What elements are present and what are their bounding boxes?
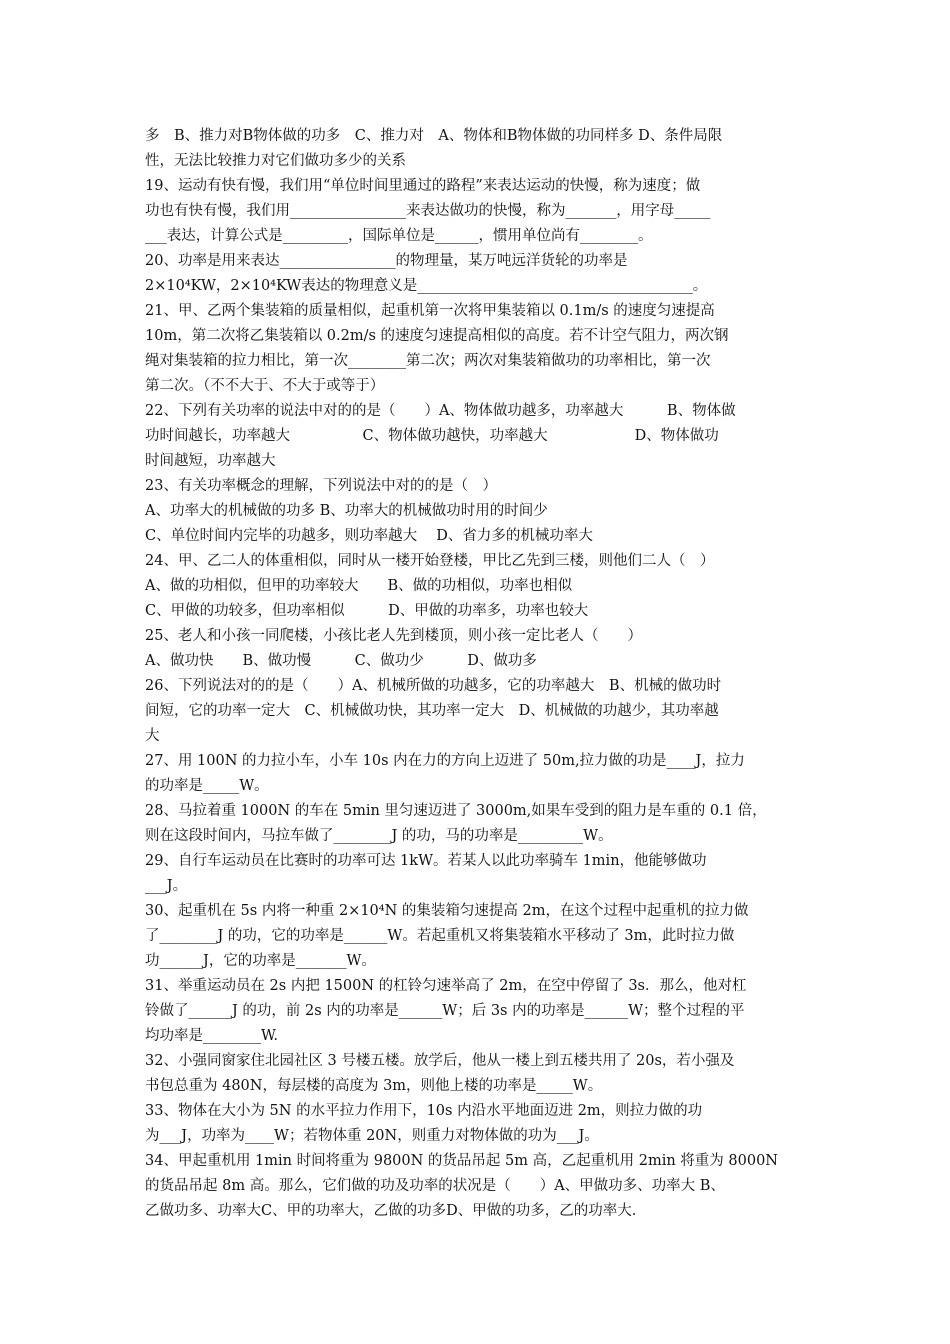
question-block — [145, 1049, 806, 1099]
text-line: 10m，第二次将乙集装箱以 0.2m/s 的速度匀速提高相似的高度。若不计空气阻力，两次钢 — [145, 328, 729, 344]
text-line: 第二次。（不不大于、不大于或等于） — [145, 378, 385, 394]
text-line: 的货品吊起 8m 高。那么，它们做的功及功率的状况是（ ）A、甲做功多、功率大 B、 — [145, 1178, 725, 1194]
text-line: 22、下列有关功率的说法中对的的是（ ）A、物体做功越多，功率越大 B、物体做 — [145, 403, 736, 419]
text-line: 功______J，它的功率是_______W。 — [145, 953, 376, 969]
text-line: 29、自行车运动员在比赛时的功率可达 1kW。若某人以此功率骑车 1min，他能够做功 — [145, 853, 707, 869]
text-line: 24、甲、乙二人的体重相似，同时从一楼开始登楼，甲比乙先到三楼，则他们二人（ ） — [145, 553, 715, 569]
text-line: C、甲做的功较多，但功率相似 D、甲做的功率多，功率也较大 — [145, 603, 589, 619]
text-line: 功也有快有慢，我们用________________来表达做功的快慢，称为_______，用字母_____ — [145, 203, 711, 219]
text-line: 了________J 的功，它的功率是______W。若起重机又将集装箱水平移动了 3m，此时拉力做 — [145, 928, 735, 944]
text-line: 33、物体在大小为 5N 的水平拉力作用下，10s 内沿水平地面迈进 2m，则拉力做的功 — [145, 1103, 703, 1119]
question-block — [145, 249, 806, 299]
text-line: 19、运动有快有慢，我们用“单位时间里通过的路程”来表达运动的快慢，称为速度；做 — [145, 178, 701, 194]
text-line: 25、老人和小孩一同爬楼，小孩比老人先到楼顶，则小孩一定比老人（ ） — [145, 628, 642, 644]
question-block — [145, 1099, 806, 1149]
question-block — [145, 399, 806, 474]
text-line: C、单位时间内完毕的功越多，则功率越大 D、省力多的机械功率大 — [145, 528, 593, 544]
question-block — [145, 124, 806, 174]
question-block — [145, 299, 806, 399]
text-line: 为___J，功率为____W；若物体重 20N，则重力对物体做的功为___J。 — [145, 1128, 599, 1144]
text-line: 30、起重机在 5s 内将一种重 2×10⁴N 的集装箱匀速提高 2m，在这个过程中起重机的拉力做 — [145, 903, 749, 919]
text-line: 21、甲、乙两个集装箱的质量相似，起重机第一次将甲集装箱以 0.1m/s 的速度匀速提高 — [145, 303, 715, 319]
text-line: 绳对集装箱的拉力相比，第一次________第二次；两次对集装箱做功的功率相比，第一次 — [145, 353, 711, 369]
question-block — [145, 899, 806, 974]
text-line: 则在这段时间内，马拉车做了________J 的功，马的功率是_________W。 — [145, 828, 613, 844]
question-block — [145, 624, 806, 674]
text-line: 间短，它的功率一定大 C、机械做功快，其功率一定大 D、机械做的功越少，其功率越 — [145, 703, 719, 719]
text-line: 铃做了______J 的功，前 2s 内的功率是______W；后 3s 内的功率是______W；整个过程的平 — [145, 1003, 745, 1019]
text-line: 20、功率是用来表达________________的物理量，某万吨远洋货轮的功率是 — [145, 253, 628, 269]
text-line: 28、马拉着重 1000N 的车在 5min 里匀速迈进了 3000m,如果车受到的阻力是车重的 0.1 倍， — [145, 803, 767, 819]
text-line: 时间越短，功率越大 — [145, 453, 276, 469]
text-line: 均功率是________W. — [145, 1028, 278, 1044]
text-line: A、做功快 B、做功慢 C、做功少 D、做功多 — [145, 653, 537, 669]
text-line: 27、用 100N 的力拉小车，小车 10s 内在力的方向上迈进了 50m,拉力做的功是____J，拉力 — [145, 753, 745, 769]
text-line: 书包总重为 480N，每层楼的高度为 3m，则他上楼的功率是_____W。 — [145, 1078, 603, 1094]
question-block — [145, 474, 806, 549]
question-block — [145, 749, 806, 799]
question-block — [145, 1149, 806, 1224]
text-line: 的功率是_____W。 — [145, 778, 269, 794]
question-block — [145, 549, 806, 624]
text-line: 23、有关功率概念的理解，下列说法中对的的是（ ） — [145, 478, 497, 494]
text-line: A、功率大的机械做的功多 B、功率大的机械做功时用的时间少 — [145, 503, 548, 519]
text-line: A、做的功相似，但甲的功率较大 B、做的功相似，功率也相似 — [145, 578, 573, 594]
text-line: 功时间越长，功率越大 C、物体做功越快，功率越大 D、物体做功 — [145, 428, 719, 444]
question-block — [145, 174, 806, 249]
question-block — [145, 974, 806, 1049]
text-line: 2×10⁴KW，2×10⁴KW表达的物理意义是______________________________________。 — [145, 278, 708, 294]
text-line: 大 — [145, 728, 160, 744]
text-line: 多 B、推力对B物体做的功多 C、推力对 A、物体和B物体做的功同样多 D、条件局限 — [145, 128, 723, 144]
document-page — [145, 124, 806, 1224]
text-line: 32、小强同窗家住北园社区 3 号楼五楼。放学后，他从一楼上到五楼共用了 20s，若小强及 — [145, 1053, 735, 1069]
text-line: 26、下列说法对的的是（ ）A、机械所做的功越多，它的功率越大 B、机械的做功时 — [145, 678, 722, 694]
question-block — [145, 799, 806, 849]
text-line: ___表达，计算公式是_________，国际单位是______，惯用单位尚有________。 — [145, 228, 653, 244]
text-line: 31、举重运动员在 2s 内把 1500N 的杠铃匀速举高了 2m，在空中停留了 3s．那么，他对杠 — [145, 978, 747, 994]
text-line: 性，无法比较推力对它们做功多少的关系 — [145, 153, 406, 169]
text-line: 乙做功多、功率大C、甲的功率大，乙做的功多D、甲做的功多，乙的功率大. — [145, 1203, 637, 1219]
question-block — [145, 674, 806, 749]
question-block — [145, 849, 806, 899]
text-line: 34、甲起重机用 1min 时间将重为 9800N 的货品吊起 5m 高，乙起重机用 2min 将重为 8000N — [145, 1153, 778, 1169]
text-line: ___J。 — [145, 878, 188, 894]
